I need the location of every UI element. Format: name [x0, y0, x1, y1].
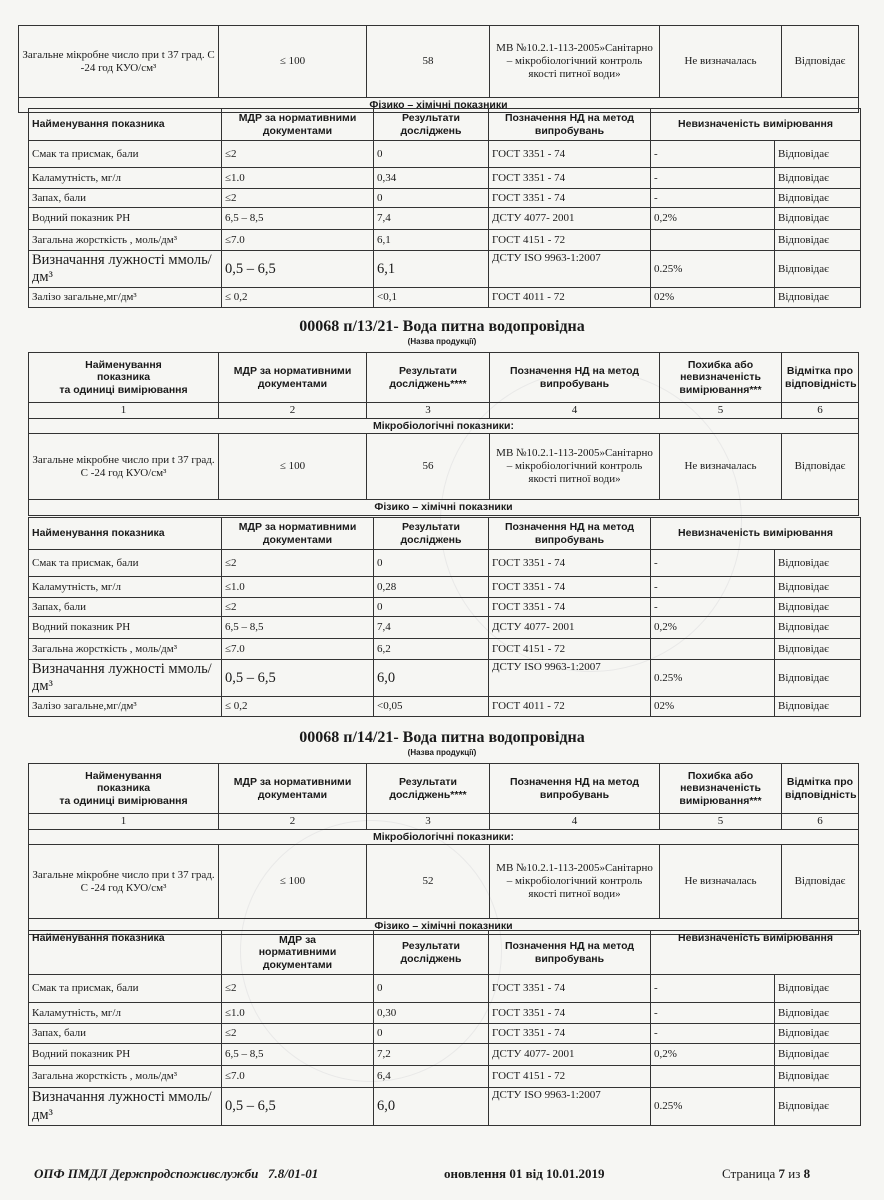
results-header: Результати досліджень: [374, 518, 489, 550]
indicator-name: Загальна жорсткість , моль/дм³: [29, 639, 222, 660]
result-value: 56: [367, 434, 490, 500]
conformity-value: Відповідає: [775, 550, 861, 577]
uncertainty-value: 0.25%: [651, 251, 775, 288]
method-value: ДСТУ 4077- 2001: [489, 208, 651, 230]
table-row: [29, 550, 861, 577]
column-number: 3: [367, 814, 490, 830]
section-row: [29, 829, 859, 844]
conformity-value: Відповідає: [775, 141, 861, 168]
physchem-table-13: [28, 517, 861, 717]
microbio-table-13: [28, 352, 859, 516]
mdr-value: 6,5 – 8,5: [222, 1044, 374, 1066]
uncertainty-value: -: [651, 141, 775, 168]
microbio-table-12: [18, 25, 859, 113]
table-row: [29, 434, 859, 500]
table-row: [29, 1044, 861, 1066]
result-value: 58: [367, 26, 490, 98]
uncertainty-value: Не визначалась: [660, 845, 782, 919]
mdr-value: ≤2: [222, 598, 374, 617]
indicator-name: Смак та присмак, бали: [29, 975, 222, 1003]
method-value: ГОСТ 3351 - 74: [489, 1003, 651, 1024]
result-value: 0: [374, 1024, 489, 1044]
table-row: [29, 168, 861, 189]
table-row: [29, 697, 861, 717]
table-header-row: [29, 353, 859, 403]
result-value: 6,2: [374, 639, 489, 660]
column-number: 5: [660, 814, 782, 830]
method-value: ГОСТ 4151 - 72: [489, 1066, 651, 1088]
physchem-table-12: [28, 108, 861, 308]
method-value: ДСТУ ISO 9963-1:2007: [489, 251, 651, 288]
nd-header: Позначення НД на метод випробувань: [489, 109, 651, 141]
method-value: МВ №10.2.1-113-2005»Санітарно – мікробіологічний контроль якості питної води»: [490, 434, 660, 500]
product-title-13: 00068 п/13/21- Вода питна водопровідна: [299, 318, 585, 335]
method-value: ДСТУ 4077- 2001: [489, 1044, 651, 1066]
table-header-row: [29, 518, 861, 550]
product-name-caption: (Назва продукції): [407, 337, 477, 346]
conformity-value: Відповідає: [775, 577, 861, 598]
uncertainty-value: -: [651, 1003, 775, 1024]
table-header-row: [29, 109, 861, 141]
conformity-value: Відповідає: [775, 168, 861, 189]
mdr-value: 0,5 – 6,5: [222, 251, 374, 288]
mdr-value: 6,5 – 8,5: [222, 617, 374, 639]
table-row: [29, 1088, 861, 1126]
conformity-value: Відповідає: [782, 26, 859, 98]
result-value: 7,4: [374, 208, 489, 230]
column-number: 2: [219, 814, 367, 830]
conformity-header: Відмітка про відповідність: [782, 353, 859, 403]
uncertainty-value: Не визначалась: [660, 26, 782, 98]
method-value: МВ №10.2.1-113-2005»Санітарно – мікробіологічний контроль якості питної води»: [490, 845, 660, 919]
uncertainty-value: [651, 639, 775, 660]
uncertainty-value: 02%: [651, 288, 775, 308]
conformity-value: Відповідає: [775, 288, 861, 308]
method-value: ГОСТ 4151 - 72: [489, 230, 651, 251]
mdr-value: ≤2: [222, 1024, 374, 1044]
name-units-header: Найменування показника та одиниці вимірювання: [29, 353, 219, 403]
method-value: ГОСТ 3351 - 74: [489, 141, 651, 168]
conformity-value: Відповідає: [775, 639, 861, 660]
mdr-value: ≤2: [222, 189, 374, 208]
table-row: [29, 577, 861, 598]
mdr-value: ≤2: [222, 141, 374, 168]
mdr-header: МДР за нормативними документами: [222, 109, 374, 141]
indicator-name: Визначання лужності ммоль/дм³: [29, 660, 222, 697]
mdr-value: ≤2: [222, 550, 374, 577]
result-value: 0: [374, 975, 489, 1003]
mdr-value: ≤ 0,2: [222, 697, 374, 717]
table-row: [29, 1003, 861, 1024]
conformity-value: Відповідає: [775, 975, 861, 1003]
table-row: [29, 251, 861, 288]
conformity-header: Відмітка про відповідність: [782, 764, 859, 814]
indicator-name: Загальне мікробне число при t 37 град. С -24 год КУО/см³: [29, 845, 219, 919]
indicator-name: Залізо загальне,мг/дм³: [29, 288, 222, 308]
indicator-name: Запах, бали: [29, 189, 222, 208]
uncertainty-value: -: [651, 550, 775, 577]
method-value: ГОСТ 3351 - 74: [489, 168, 651, 189]
nd-header: Позначення НД на метод випробувань: [490, 764, 660, 814]
result-value: 0: [374, 141, 489, 168]
nd-header: Позначення НД на метод випробувань: [489, 931, 651, 975]
conformity-value: Відповідає: [775, 208, 861, 230]
column-number: 5: [660, 403, 782, 419]
table-row: [29, 975, 861, 1003]
uncertainty-value: -: [651, 168, 775, 189]
conformity-value: Відповідає: [775, 1066, 861, 1088]
result-value: 6,1: [374, 251, 489, 288]
conformity-value: Відповідає: [775, 230, 861, 251]
table-row: [29, 189, 861, 208]
indicator-name: Загальна жорсткість , моль/дм³: [29, 230, 222, 251]
error-header: Похибка або невизначеність вимірювання***: [660, 353, 782, 403]
section-row: [29, 418, 859, 433]
indicator-name: Водний показник РН: [29, 617, 222, 639]
table-header-row: [29, 764, 859, 814]
mdr-value: ≤7.0: [222, 230, 374, 251]
uncertainty-value: 0,2%: [651, 617, 775, 639]
indicator-name: Каламутність, мг/л: [29, 1003, 222, 1024]
table-row: [29, 208, 861, 230]
microbio-section-label: Мікробіологічні показники:: [29, 418, 859, 433]
microbio-section-label: Мікробіологічні показники:: [29, 829, 859, 844]
product-title-14: 00068 п/14/21- Вода питна водопровідна: [299, 729, 585, 746]
table-row: [29, 598, 861, 617]
indicator-name: Залізо загальне,мг/дм³: [29, 697, 222, 717]
column-number: 3: [367, 403, 490, 419]
uncertainty-value: [651, 230, 775, 251]
method-value: МВ №10.2.1-113-2005»Санітарно – мікробіологічний контроль якості питної води»: [490, 26, 660, 98]
uncertainty-value: -: [651, 189, 775, 208]
uncertainty-value: -: [651, 1024, 775, 1044]
conformity-value: Відповідає: [775, 697, 861, 717]
mdr-header: МДР за нормативними документами: [222, 931, 374, 975]
mdr-value: ≤7.0: [222, 1066, 374, 1088]
mdr-value: ≤2: [222, 975, 374, 1003]
mdr-value: 0,5 – 6,5: [222, 660, 374, 697]
physchem-section-label: Фізико – хімічні показники: [19, 98, 859, 113]
conformity-value: Відповідає: [782, 845, 859, 919]
mdr-header: МДР за нормативними документами: [219, 353, 367, 403]
name-header: Найменування показника: [29, 109, 222, 141]
indicator-name: Визначання лужності ммоль/дм³: [29, 251, 222, 288]
method-value: ГОСТ 3351 - 74: [489, 577, 651, 598]
method-value: ГОСТ 3351 - 74: [489, 1024, 651, 1044]
result-value: 0: [374, 189, 489, 208]
uncertainty-value: 0,2%: [651, 208, 775, 230]
method-value: ГОСТ 3351 - 74: [489, 598, 651, 617]
nd-header: Позначення НД на метод випробувань: [490, 353, 660, 403]
table-row: [29, 288, 861, 308]
conformity-value: Відповідає: [775, 660, 861, 697]
uncertainty-value: -: [651, 577, 775, 598]
uncertainty-value: Не визначалась: [660, 434, 782, 500]
mdr-value: 0,5 – 6,5: [222, 1088, 374, 1126]
result-value: 52: [367, 845, 490, 919]
method-value: ГОСТ 4011 - 72: [489, 697, 651, 717]
result-value: <0,05: [374, 697, 489, 717]
result-value: 7,4: [374, 617, 489, 639]
mdr-value: ≤1.0: [222, 168, 374, 189]
error-header: Похибка або невизначеність вимірювання***: [660, 764, 782, 814]
method-value: ГОСТ 3351 - 74: [489, 975, 651, 1003]
indicator-name: Запах, бали: [29, 598, 222, 617]
results-header: Результати досліджень****: [367, 353, 490, 403]
method-value: ДСТУ ISO 9963-1:2007: [489, 1088, 651, 1126]
conformity-value: Відповідає: [775, 1088, 861, 1126]
method-value: ДСТУ 4077- 2001: [489, 617, 651, 639]
conformity-value: Відповідає: [775, 1024, 861, 1044]
physchem-section-label: Фізико – хімічні показники: [29, 500, 859, 515]
conformity-value: Відповідає: [775, 251, 861, 288]
column-number: 6: [782, 814, 859, 830]
indicator-name: Водний показник РН: [29, 1044, 222, 1066]
conformity-value: Відповідає: [775, 1044, 861, 1066]
uncertainty-value: 0.25%: [651, 1088, 775, 1126]
indicator-name: Запах, бали: [29, 1024, 222, 1044]
table-row: [29, 639, 861, 660]
table-row: [19, 26, 859, 98]
product-name-caption: (Назва продукції): [407, 748, 477, 757]
result-value: <0,1: [374, 288, 489, 308]
column-numbers-row: [29, 814, 859, 830]
method-value: ГОСТ 4151 - 72: [489, 639, 651, 660]
table-header-row: [29, 931, 861, 975]
uncertainty-value: 0.25%: [651, 660, 775, 697]
mdr-value: ≤ 100: [219, 26, 367, 98]
table-row: [29, 1066, 861, 1088]
method-value: ГОСТ 3351 - 74: [489, 550, 651, 577]
conformity-value: Відповідає: [775, 1003, 861, 1024]
table-row: [29, 141, 861, 168]
results-header: Результати досліджень****: [367, 764, 490, 814]
indicator-name: Загальне мікробне число при t 37 град. С -24 год КУО/см³: [19, 26, 219, 98]
indicator-name: Смак та присмак, бали: [29, 550, 222, 577]
column-number: 1: [29, 403, 219, 419]
indicator-name: Каламутність, мг/л: [29, 168, 222, 189]
uncertainty-header: Невизначеність вимірювання: [651, 518, 861, 550]
column-number: 2: [219, 403, 367, 419]
table-row: [29, 617, 861, 639]
indicator-name: Смак та присмак, бали: [29, 141, 222, 168]
mdr-value: ≤ 100: [219, 845, 367, 919]
table-row: [29, 845, 859, 919]
table-row: [29, 1024, 861, 1044]
conformity-value: Відповідає: [775, 189, 861, 208]
indicator-name: Каламутність, мг/л: [29, 577, 222, 598]
table-row: [29, 230, 861, 251]
mdr-header: МДР за нормативними документами: [219, 764, 367, 814]
column-number: 6: [782, 403, 859, 419]
result-value: 6,1: [374, 230, 489, 251]
mdr-value: ≤ 100: [219, 434, 367, 500]
conformity-value: Відповідає: [775, 598, 861, 617]
uncertainty-value: -: [651, 598, 775, 617]
column-number: 4: [490, 814, 660, 830]
results-header: Результати досліджень: [374, 109, 489, 141]
method-value: ДСТУ ISO 9963-1:2007: [489, 660, 651, 697]
nd-header: Позначення НД на метод випробувань: [489, 518, 651, 550]
mdr-header: МДР за нормативними документами: [222, 518, 374, 550]
indicator-name: Загальна жорсткість , моль/дм³: [29, 1066, 222, 1088]
name-units-header: Найменування показника та одиниці вимірювання: [29, 764, 219, 814]
result-value: 0,34: [374, 168, 489, 189]
indicator-name: Визначання лужності ммоль/дм³: [29, 1088, 222, 1126]
result-value: 0: [374, 598, 489, 617]
column-number: 4: [490, 403, 660, 419]
name-header: Найменування показника: [29, 931, 222, 975]
uncertainty-value: 0,2%: [651, 1044, 775, 1066]
mdr-value: 6,5 – 8,5: [222, 208, 374, 230]
uncertainty-value: 02%: [651, 697, 775, 717]
footer-update: оновлення 01 від 10.01.2019: [444, 1166, 605, 1181]
mdr-value: ≤7.0: [222, 639, 374, 660]
name-header: Найменування показника: [29, 518, 222, 550]
page-number: Страница 7 из 8: [722, 1166, 811, 1181]
result-value: 0,28: [374, 577, 489, 598]
uncertainty-value: [651, 1066, 775, 1088]
result-value: 6,4: [374, 1066, 489, 1088]
microbio-table-14: [28, 763, 859, 935]
indicator-name: Загальне мікробне число при t 37 град. С -24 год КУО/см³: [29, 434, 219, 500]
column-number: 1: [29, 814, 219, 830]
physchem-section-label: Фізико – хімічні показники: [29, 919, 859, 934]
mdr-value: ≤1.0: [222, 577, 374, 598]
method-value: ГОСТ 3351 - 74: [489, 189, 651, 208]
section-row: [29, 500, 859, 515]
results-header: Результати досліджень: [374, 931, 489, 975]
uncertainty-value: -: [651, 975, 775, 1003]
method-value: ГОСТ 4011 - 72: [489, 288, 651, 308]
footer-org: ОПФ ПМДЛ Держпродспоживслужби 7.8/01-01: [34, 1166, 319, 1181]
uncertainty-header: Невизначеність вимірювання: [651, 931, 861, 975]
physchem-table-14: [28, 930, 861, 1126]
mdr-value: ≤1.0: [222, 1003, 374, 1024]
result-value: 0,30: [374, 1003, 489, 1024]
mdr-value: ≤ 0,2: [222, 288, 374, 308]
indicator-name: Водний показник РН: [29, 208, 222, 230]
result-value: 6,0: [374, 1088, 489, 1126]
result-value: 7,2: [374, 1044, 489, 1066]
result-value: 0: [374, 550, 489, 577]
uncertainty-header: Невизначеність вимірювання: [651, 109, 861, 141]
result-value: 6,0: [374, 660, 489, 697]
column-numbers-row: [29, 403, 859, 419]
conformity-value: Відповідає: [782, 434, 859, 500]
table-row: [29, 660, 861, 697]
conformity-value: Відповідає: [775, 617, 861, 639]
